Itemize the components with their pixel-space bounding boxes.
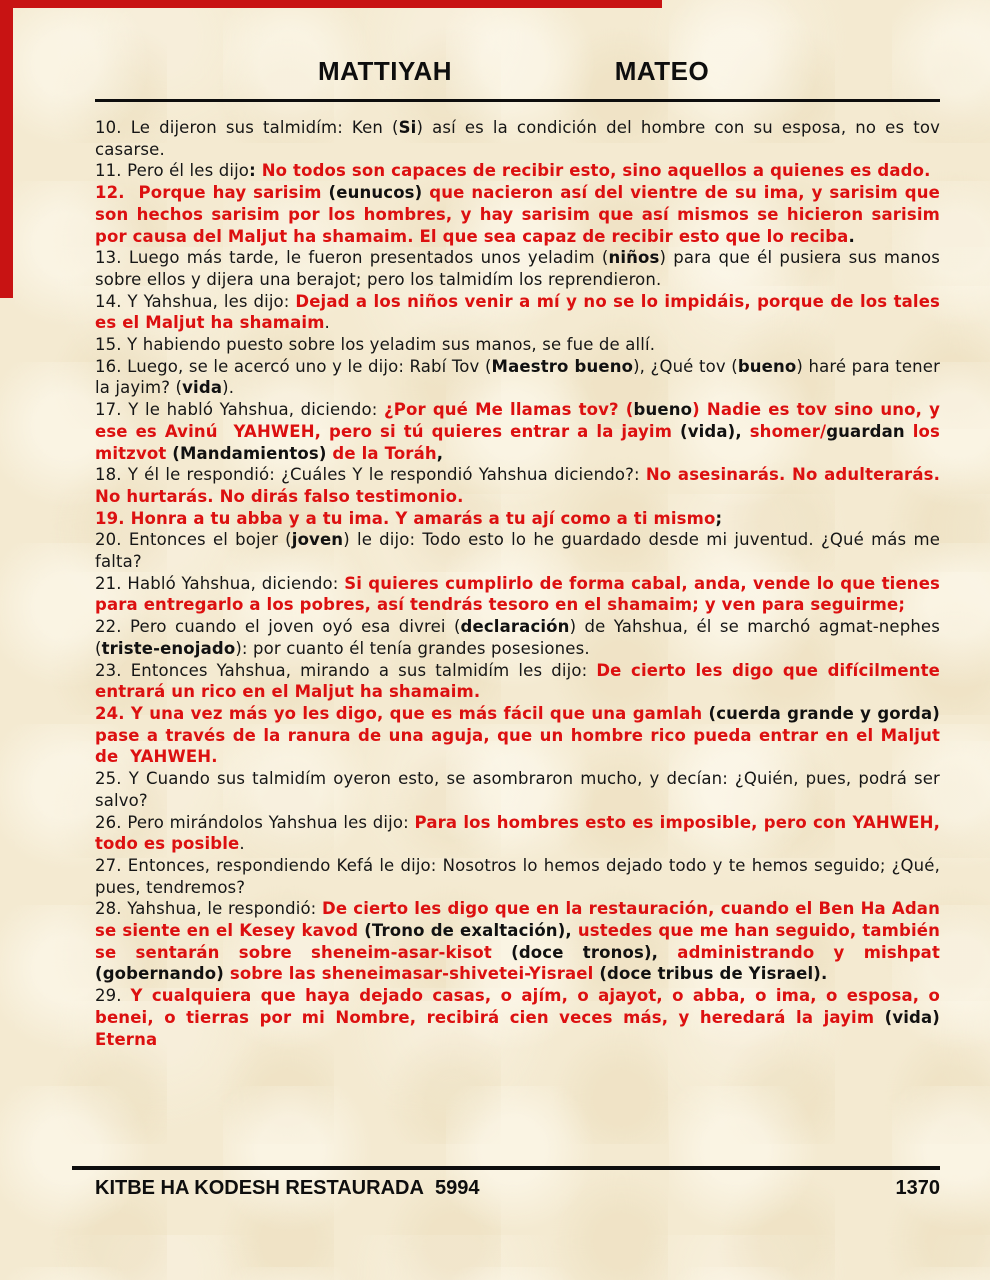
verse-28 xyxy=(95,898,940,985)
verse-segment: (Trono de exaltación), xyxy=(364,921,572,941)
verse-segment: pase a través de la ranura de una aguja, que un hombre rico pueda entrar en el Maljut de YAHWEH. xyxy=(95,725,940,767)
verse-17 xyxy=(95,399,940,464)
verse-segment: sobre las sheneimasar-shivetei-Yisrael xyxy=(223,964,600,984)
page-footer xyxy=(95,1177,940,1200)
verse-segment: 26. Pero mirándolos Yahshua les dijo: xyxy=(95,812,415,832)
verse-segment: 29. xyxy=(95,986,131,1006)
verse-text-block xyxy=(95,117,940,1050)
page-number: 1370 xyxy=(895,1177,940,1199)
verse-segment: 10. Le dijeron sus talmidím: Ken ( xyxy=(95,118,399,137)
verse-segment: ; xyxy=(715,508,723,528)
verse-15 xyxy=(95,334,940,356)
verse-segment: 22. Pero cuando el joven oyó esa divrei ( xyxy=(95,617,461,637)
verse-segment: triste-enojado xyxy=(101,638,236,658)
red-page-edge-top xyxy=(0,0,662,8)
verse-segment: los mitzvot xyxy=(95,421,940,463)
verse-segment: ), ¿Qué tov ( xyxy=(633,356,738,376)
verse-segment: ) así es la condición del hombre con su esposa, no es tov casarse. xyxy=(95,118,940,159)
verse-segment: bueno xyxy=(737,356,797,376)
verse-segment: joven xyxy=(291,530,344,550)
red-page-edge-left xyxy=(0,0,13,298)
verse-segment: 19. Honra a tu abba y a tu ima. Y amarás a tu ají como a ti mismo xyxy=(95,508,716,528)
verse-segment: Si xyxy=(398,118,417,137)
verse-segment: ) de Yahshua, él se marchó agmat-nephes ( xyxy=(95,617,940,658)
verse-14 xyxy=(95,291,940,334)
verse-segment: : xyxy=(249,161,262,181)
verse-segment: ustedes que me han seguido, también se sentarán sobre sheneim-asar-kisot xyxy=(95,921,940,962)
verse-segment: ) Nadie es tov sino uno, y ese es Avinú YAHWEH, pero si tú quieres entrar a la jayim xyxy=(95,400,941,441)
verse-13 xyxy=(95,247,940,290)
verse-segment: ): por cuanto él tenía grandes posesiones. xyxy=(235,638,590,658)
verse-segment: 11. Pero él les dijo xyxy=(95,161,250,181)
verse-segment: (vida) xyxy=(884,1007,940,1027)
verse-segment: Maestro bueno xyxy=(491,356,634,376)
verse-10 xyxy=(95,117,940,160)
verse-segment: ¿Por qué Me llamas tov? ( xyxy=(384,400,634,420)
verse-segment: 18. Y él le respondió: ¿Cuáles Y le respondió Yahshua diciendo?: xyxy=(95,465,646,485)
verse-segment: ) haré para tener la jayim? ( xyxy=(95,356,940,398)
verse-segment: 12. Porque hay sarisim xyxy=(95,183,329,203)
verse-segment: bueno xyxy=(633,400,693,420)
verse-segment: , xyxy=(436,443,444,463)
verse-23 xyxy=(95,660,940,703)
verse-segment: 13. Luego más tarde, le fueron presentados unos yeladim ( xyxy=(95,248,609,268)
verse-segment: 27. Entonces, respondiendo Kefá le dijo: Nosotros lo hemos dejado todo y te hemos seguido; ¿Qué, pues, tendremos? xyxy=(95,855,940,897)
verse-segment: 20. Entonces el bojer ( xyxy=(95,530,292,550)
verse-19 xyxy=(95,508,940,530)
verse-24 xyxy=(95,703,940,768)
verse-segment: (gobernando) xyxy=(95,964,224,984)
verse-segment: 21. Habló Yahshua, diciendo: xyxy=(95,573,345,593)
verse-segment: De cierto les digo que en la restauración, cuando el Ben Ha Adan se siente en el Kesey kavod xyxy=(95,899,940,941)
verse-segment: (doce tronos), xyxy=(511,942,659,962)
verse-segment: que nacieron así del vientre de su ima, y sarisim que son hechos sarisim por los hombres, y hay sarisim que así mismos se hicieron sarisim por causa del Maljut ha shamaim. El que sea capaz de recibir esto que lo reciba xyxy=(95,183,940,246)
verse-segment: (eunucos) xyxy=(328,183,423,203)
verse-26 xyxy=(95,812,940,855)
verse-segment: Y cualquiera que haya dejado casas, o ajím, o ajayot, o abba, o ima, o esposa, o benei, o tierras por mi Nombre, recibirá cien veces más, y heredará la jayim xyxy=(95,986,940,1027)
verse-segment: 14. Y Yahshua, les dijo: xyxy=(95,291,296,311)
verse-18 xyxy=(95,464,940,507)
verse-segment: guardan xyxy=(826,421,905,441)
footer-rule xyxy=(72,1166,940,1170)
footer-book-label: KITBE HA KODESH RESTAURADA 5994 xyxy=(95,1177,480,1199)
verse-segment: 16. Luego, se le acercó uno y le dijo: Rabí Tov ( xyxy=(95,356,492,376)
verse-segment: (vida), xyxy=(680,421,742,441)
verse-segment: 15. Y habiendo puesto sobre los yeladim sus manos, se fue de allí. xyxy=(95,335,656,355)
verse-29 xyxy=(95,985,940,1050)
verse-segment: (Mandamientos) xyxy=(172,443,327,463)
verse-segment: ) le dijo: Todo esto lo he guardado desde mi juventud. ¿Qué más me falta? xyxy=(95,530,940,572)
verse-segment: declaración xyxy=(460,617,570,637)
verse-16 xyxy=(95,356,940,399)
verse-segment: No todos son capaces de recibir esto, sino aquellos a quienes es dado. xyxy=(261,161,931,181)
verse-segment: Si quieres cumplirlo de forma cabal, anda, vende lo que tienes para entregarlo a los pobres, así tendrás tesoro en el shamaim; y ven para seguirme; xyxy=(95,573,941,615)
verse-segment: Dejad a los niños venir a mí y no se lo impidáis, porque de los tales es el Maljut ha shamaim xyxy=(95,291,941,333)
verse-segment: De cierto les digo que difícilmente entrará un rico en el Maljut ha shamaim. xyxy=(95,660,940,702)
verse-segment: Eterna xyxy=(95,1029,158,1049)
verse-segment: de la Toráh xyxy=(326,443,437,463)
verse-11 xyxy=(95,160,940,182)
verse-21 xyxy=(95,573,940,616)
verse-20 xyxy=(95,529,940,572)
verse-segment: (cuerda grande y gorda) xyxy=(708,703,940,723)
verse-segment: No asesinarás. No adulterarás. No hurtarás. No dirás falso testimonio. xyxy=(95,465,940,506)
verse-segment: 24. Y una vez más yo les digo, que es más fácil que una gamlah xyxy=(95,703,709,723)
verse-12 xyxy=(95,182,940,247)
verse-segment: administrando y mishpat xyxy=(658,942,940,962)
verse-25 xyxy=(95,768,940,811)
verse-segment: shomer/ xyxy=(741,421,827,441)
verse-segment: 25. Y Cuando sus talmidím oyeron esto, se asombraron mucho, y decían: ¿Quién, pues, podrá ser salvo? xyxy=(95,769,940,810)
book-title-hebrew: MATTIYAH xyxy=(318,56,452,86)
verse-segment: 17. Y le habló Yahshua, diciendo: xyxy=(95,400,385,420)
verse-segment: Para los hombres esto es imposible, pero con YAHWEH, todo es posible xyxy=(95,812,941,854)
verse-segment: vida xyxy=(182,378,223,398)
verse-segment: ) para que él pusiera sus manos sobre ellos y dijera una berajot; pero los talmidím los reprendieron. xyxy=(95,248,940,289)
book-title-spanish: MATEO xyxy=(614,56,710,86)
verse-segment: 28. Yahshua, le respondió: xyxy=(95,899,322,919)
verse-segment: (doce tribus de Yisrael). xyxy=(599,964,828,984)
verse-27 xyxy=(95,855,940,898)
verse-segment: . xyxy=(324,313,330,333)
verse-22 xyxy=(95,616,940,659)
verse-segment: 23. Entonces Yahshua, mirando a sus talmidím les dijo: xyxy=(95,660,597,680)
verse-segment: ). xyxy=(222,378,235,398)
verse-segment: . xyxy=(239,834,245,854)
verse-segment: . xyxy=(848,226,855,246)
verse-segment: niños xyxy=(608,248,660,268)
header-rule xyxy=(95,99,940,102)
